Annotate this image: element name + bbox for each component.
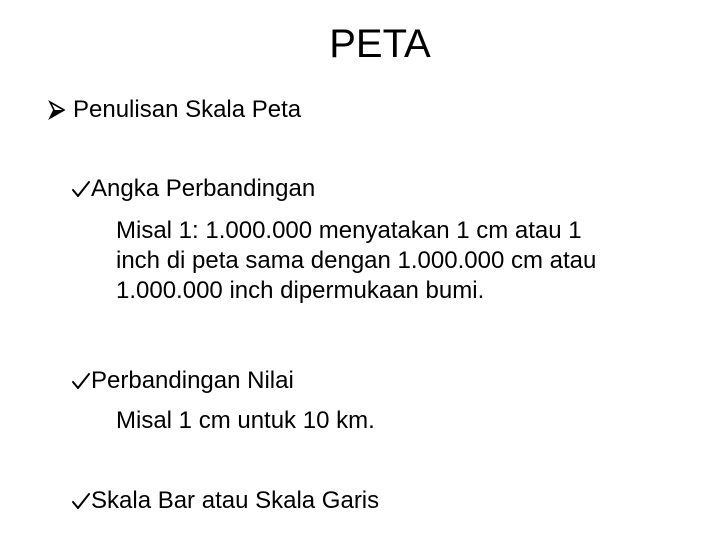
description-line: inch di peta sama dengan 1.000.000 cm atau <box>116 247 597 274</box>
checkmark-icon <box>72 371 90 391</box>
sub-bullet-heading: Skala Bar atau Skala Garis <box>91 487 380 514</box>
arrow-bullet-icon <box>48 100 66 120</box>
sub-bullet-description <box>116 216 596 306</box>
main-bullet-text: Penulisan Skala Peta <box>73 96 302 123</box>
sub-bullet-skala-bar <box>72 486 379 516</box>
slide-title: PETA <box>329 22 431 66</box>
description-line: Misal 1: 1.000.000 menyatakan 1 cm atau 1 <box>116 217 582 244</box>
sub-bullet-heading: Perbandingan Nilai <box>91 367 294 394</box>
sub-bullet-perbandingan-nilai <box>72 366 294 396</box>
checkmark-icon <box>72 179 90 199</box>
sub-bullet-angka-perbandingan <box>72 174 315 204</box>
checkmark-icon <box>72 491 90 511</box>
sub-bullet-description <box>116 406 375 436</box>
description-line: 1.000.000 inch dipermukaan bumi. <box>116 277 485 304</box>
description-line: Misal 1 cm untuk 10 km. <box>116 407 375 434</box>
sub-bullet-heading: Angka Perbandingan <box>91 175 316 202</box>
main-bullet <box>48 94 301 126</box>
